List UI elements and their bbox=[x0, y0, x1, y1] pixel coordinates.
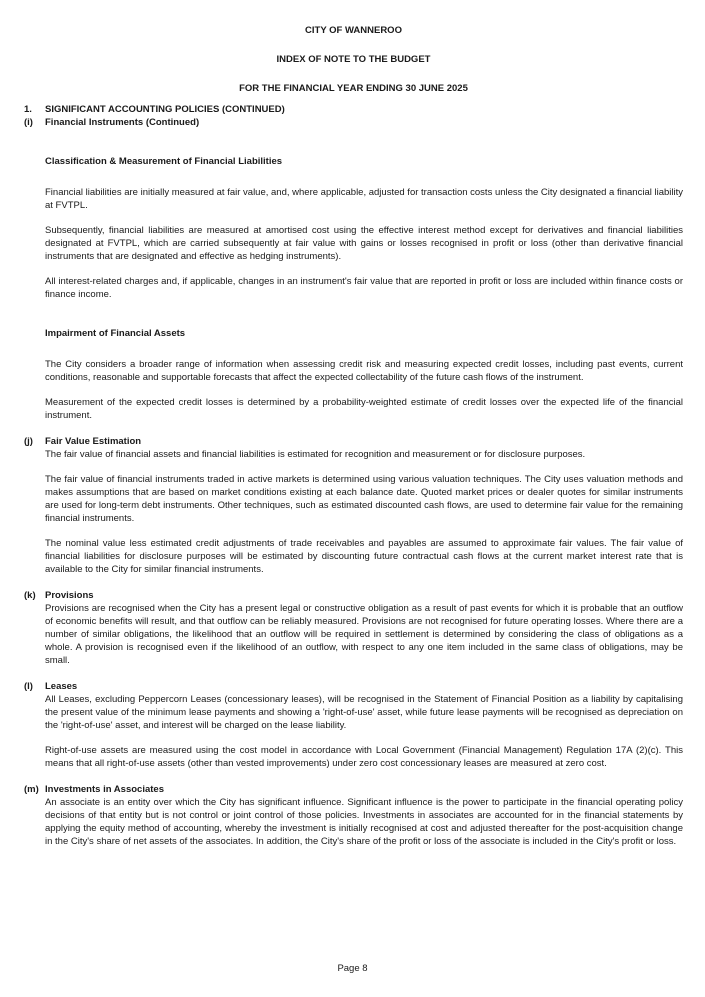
fair-value-paragraph-1: The fair value of financial assets and financial liabilities is estimated for recognition and measurement or for disclosure purposes. bbox=[45, 449, 586, 460]
document-header bbox=[24, 24, 683, 95]
section-l-row bbox=[24, 680, 683, 770]
section-1-number: 1. bbox=[24, 104, 32, 115]
section-m-label: (m) bbox=[24, 784, 39, 795]
document-title: INDEX OF NOTE TO THE BUDGET bbox=[276, 54, 431, 65]
section-i-label: (i) bbox=[24, 117, 33, 128]
leases-paragraph-1: All Leases, excluding Peppercorn Leases (concessionary leases), will be recognised in the Statement of Financial Position as a liability by capitalising the present value of the minimum lease payments and showing a 'right-of-use' asset, while future lease payments will be recognised as depreciation on the 'right-of-use' asset, and interest will be charged on the lease liability. bbox=[45, 694, 683, 731]
section-i-content bbox=[45, 116, 683, 422]
section-l-label: (l) bbox=[24, 681, 33, 692]
associates-paragraph-1: An associate is an entity over which the City has significant influence. Significant influence is the power to participate in the financial operating policy decisions of that entity but is not control or joint control of those policies. Investments in associates are accounted for in the financial statements by applying the equity method of accounting, whereby the investment is initially recognised at cost and adjusted thereafter for the post-acquisition change in the City's share of net assets of the associates. In addition, the City's share of the profit or loss of the associate is included in the City's profit or loss. bbox=[45, 797, 683, 847]
org-title: CITY OF WANNEROO bbox=[305, 25, 402, 36]
section-l-content bbox=[45, 680, 683, 770]
section-l-heading: Leases bbox=[45, 681, 78, 692]
section-j-label: (j) bbox=[24, 436, 33, 447]
classification-paragraph-2: Subsequently, financial liabilities are measured at amortised cost using the effective interest method except for derivatives and financial liabilities designated at FVTPL, which are carried subsequently at fair value with gains or losses recognised in profit or loss (other than derivative financial instruments that are designated and effective as hedging instruments). bbox=[45, 225, 683, 262]
provisions-paragraph-1: Provisions are recognised when the City has a present legal or constructive obligation as a result of past events for which it is probable that an outflow of economic benefits will result, and that outflow can be reliably measured. Provisions are not recognised for future operating losses. Where there are a number of similar obligations, the likelihood that an outflow will be required in settlement is determined by considering the class of obligations as a whole. A provision is recognised even if the likelihood of an outflow, with respect to any one item included in the same class of obligations, may be small. bbox=[45, 603, 683, 666]
fair-value-paragraph-2: The fair value of financial instruments traded in active markets is determined using various valuation techniques. The City uses valuation methods and makes assumptions that are based on market conditions existing at each balance date. Quoted market prices or dealer quotes for similar instruments are used for long-term debt instruments. Other techniques, such as estimated discounted cash flows, are used to determine fair value for the remaining financial instruments. bbox=[45, 474, 683, 524]
classification-paragraph-3: All interest-related charges and, if applicable, changes in an instrument's fair value that are reported in profit or loss are included within finance costs or finance income. bbox=[45, 276, 683, 300]
policy-items bbox=[24, 103, 683, 848]
section-1-row bbox=[24, 103, 683, 116]
section-i-row bbox=[24, 116, 683, 422]
classification-paragraph-1: Financial liabilities are initially measured at fair value, and, where applicable, adjusted for transaction costs unless the City designated a financial liability at FVTPL. bbox=[45, 187, 683, 211]
page-number: Page 8 bbox=[337, 963, 368, 974]
impairment-paragraph-1: The City considers a broader range of information when assessing credit risk and measuring expected credit losses, including past events, current conditions, reasonable and supportable forecasts that affect the expected collectability of the future cash flows of the instrument. bbox=[45, 359, 683, 383]
section-j-row bbox=[24, 435, 683, 576]
leases-paragraph-2: Right-of-use assets are measured using the cost model in accordance with Local Government (Financial Management) Regulation 17A (2)(c). This means that all right-of-use assets (other than vested improvements) under zero cost concessionary leases are measured at zero cost. bbox=[45, 745, 683, 769]
impairment-heading: Impairment of Financial Assets bbox=[45, 328, 186, 339]
section-k-content bbox=[45, 589, 683, 667]
fair-value-paragraph-3: The nominal value less estimated credit adjustments of trade receivables and payables are assumed to approximate fair values. The fair value of financial liabilities for disclosure purposes will be estimated by discounting future contractual cash flows at the current market interest rate that is available to the City for similar financial instruments. bbox=[45, 538, 683, 575]
financial-year-subtitle: FOR THE FINANCIAL YEAR ENDING 30 JUNE 2025 bbox=[239, 83, 468, 94]
section-m-content bbox=[45, 783, 683, 848]
section-i-title: Financial Instruments (Continued) bbox=[45, 117, 200, 128]
impairment-paragraph-2: Measurement of the expected credit losses is determined by a probability-weighted estimate of credit losses over the expected life of the financial instrument. bbox=[45, 397, 683, 421]
classification-heading: Classification & Measurement of Financial Liabilities bbox=[45, 156, 283, 167]
section-1-title: SIGNIFICANT ACCOUNTING POLICIES (CONTINUED) bbox=[45, 104, 285, 115]
section-k-row bbox=[24, 589, 683, 667]
section-k-label: (k) bbox=[24, 590, 36, 601]
section-m-heading: Investments in Associates bbox=[45, 784, 164, 795]
section-j-heading: Fair Value Estimation bbox=[45, 436, 142, 447]
section-j-content bbox=[45, 435, 683, 576]
section-k-heading: Provisions bbox=[45, 590, 94, 601]
section-m-row bbox=[24, 783, 683, 848]
